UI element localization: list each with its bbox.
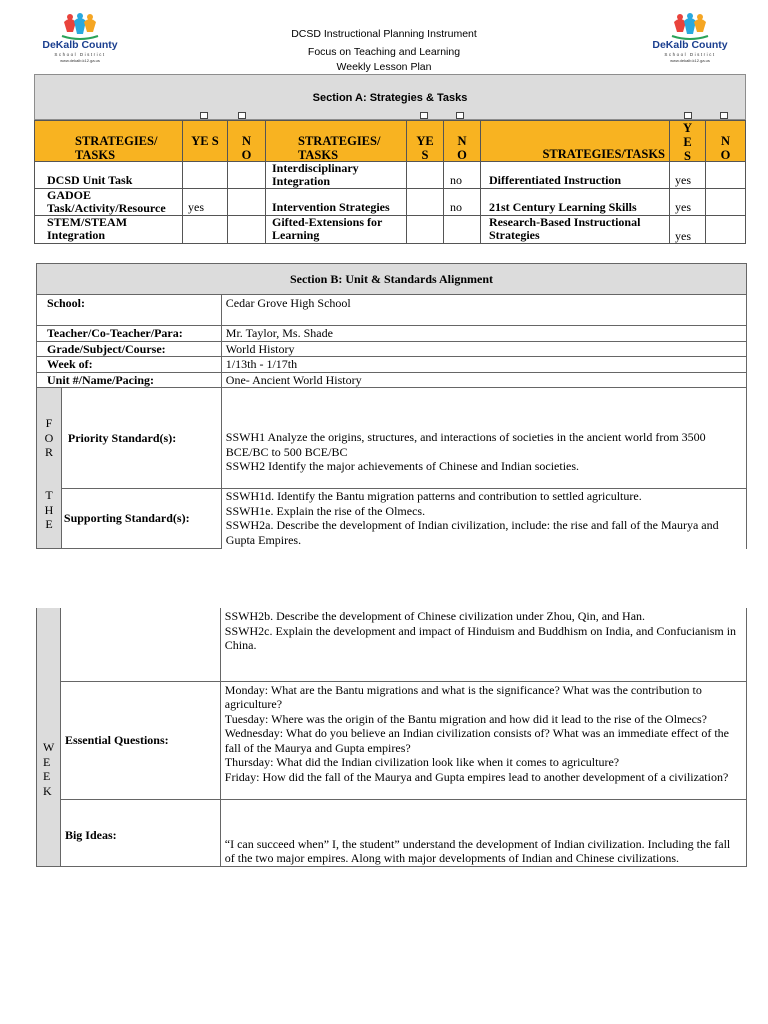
section-a-header	[34, 74, 746, 120]
supporting-standard-line: SSWH2b. Describe the development of Chinese civilization under Zhou, Qin, and Han.	[224, 609, 646, 623]
doc-title-line2: Focus on Teaching and Learning	[307, 46, 461, 58]
doc-title-line3: Weekly Lesson Plan	[336, 61, 432, 73]
yes-value: yes	[183, 189, 228, 216]
col-header-yes-3: Y E S	[670, 120, 706, 162]
logo-brand-text: DeKalb County	[652, 39, 728, 51]
logo-url-text: www.dekalb.k12.ga.us	[670, 58, 710, 63]
yes-checkbox-1[interactable]	[200, 112, 208, 119]
section-b-title: Section B: Unit & Standards Alignment	[37, 264, 747, 295]
district-logo-left	[40, 12, 120, 64]
week-label: Week of:	[37, 357, 222, 373]
section-b-table-continued	[36, 608, 747, 867]
no-value	[706, 216, 746, 244]
supporting-standard-line: SSWH1d. Identify the Bantu migration patterns and contribution to settled agriculture.	[225, 489, 642, 503]
strategy-21st-century: 21st Century Learning Skills	[481, 189, 670, 216]
strategy-gifted-extensions: Gifted-Extensions for Learning	[266, 216, 407, 244]
col-header-strategies-3: STRATEGIES/TASKS	[481, 120, 670, 162]
no-value	[228, 189, 266, 216]
essential-questions-label: Essential Questions:	[60, 681, 220, 799]
logo-sub-text: School District	[664, 52, 716, 57]
no-value: no	[444, 189, 481, 216]
supporting-continued-label-cell	[60, 608, 220, 681]
yes-checkbox-3[interactable]	[684, 112, 692, 119]
section-b-table	[36, 263, 747, 549]
school-label: School:	[37, 295, 222, 326]
strategy-research-based: Research-Based Instructional Strategies	[481, 216, 670, 244]
yes-checkbox-2[interactable]	[420, 112, 428, 119]
col-header-strategies-1: STRATEGIES/ TASKS	[34, 120, 183, 162]
big-ideas-label: Big Ideas:	[60, 799, 220, 866]
supporting-standard-value	[221, 489, 746, 549]
school-value: Cedar Grove High School	[221, 295, 746, 326]
logo-url-text: www.dekalb.k12.ga.us	[60, 58, 100, 63]
no-value	[706, 189, 746, 216]
logo-brand-text: DeKalb County	[42, 39, 118, 51]
figures-logo-icon	[40, 12, 120, 42]
side-label-column	[37, 388, 62, 549]
col-header-yes-2: YE S	[407, 120, 444, 162]
priority-standard-line: SSWH1 Analyze the origins, structures, and interactions of societies in the ancient world from 3500 BCE/BC to 500 BCE/BC	[225, 430, 706, 459]
col-header-no-1: N O	[228, 120, 266, 162]
course-value: World History	[221, 341, 746, 357]
unit-label: Unit #/Name/Pacing:	[37, 372, 222, 388]
week-value: 1/13th - 1/17th	[221, 357, 746, 373]
essential-questions-value	[220, 681, 746, 799]
priority-standard-label: Priority Standard(s):	[61, 388, 221, 489]
yes-value	[407, 216, 444, 244]
yes-value: yes	[670, 216, 706, 244]
no-value	[228, 162, 266, 189]
section-a-title: Section A: Strategies & Tasks	[312, 92, 468, 104]
strategy-stem-steam: STEM/STEAM Integration	[34, 216, 183, 244]
big-ideas-value: “I can succeed when” I, the student” understand the development of Indian civilization. Including the fall of the two major empires. Along with major developments of Indian and Chinese civilizations.	[220, 799, 746, 866]
strategy-gadoe-task: GADOE Task/Activity/Resource	[34, 189, 183, 216]
yes-value: yes	[670, 162, 706, 189]
supporting-standard-line: SSWH1e. Explain the rise of the Olmecs.	[225, 503, 426, 518]
course-label: Grade/Subject/Course:	[37, 341, 222, 357]
yes-value	[407, 189, 444, 216]
no-checkbox-1[interactable]	[238, 112, 246, 119]
col-header-yes-1: YE S	[183, 120, 228, 162]
side-label-the: T H E	[44, 488, 54, 531]
priority-standard-line: SSWH2 Identify the major achievements of Chinese and Indian societies.	[225, 459, 580, 473]
side-label-column	[37, 608, 61, 866]
no-value: no	[444, 162, 481, 189]
doc-title-line1: DCSD Instructional Planning Instrument	[291, 28, 477, 40]
strategy-intervention: Intervention Strategies	[266, 189, 407, 216]
priority-standard-value	[221, 388, 746, 489]
yes-value: yes	[670, 189, 706, 216]
no-value	[706, 162, 746, 189]
col-header-no-2: N O	[444, 120, 481, 162]
essential-question-line: Wednesday: What do you believe an Indian civilization consists of? What was an immediate effect of the fall of the Maurya and Gupta empires?	[224, 726, 729, 755]
no-value	[228, 216, 266, 244]
side-label-for: F O R	[44, 416, 54, 459]
no-checkbox-3[interactable]	[720, 112, 728, 119]
yes-value	[183, 162, 228, 189]
essential-question-line: Thursday: What did the Indian civilization look like when it comes to agriculture?	[224, 755, 620, 769]
district-logo-right	[650, 12, 730, 64]
strategy-interdisciplinary: Interdisciplinary Integration	[266, 162, 407, 189]
strategy-dcsd-unit-task: DCSD Unit Task	[34, 162, 183, 189]
teacher-value: Mr. Taylor, Ms. Shade	[221, 326, 746, 342]
supporting-standard-line: SSWH2c. Explain the development and impact of Hinduism and Buddhism on India, and Confucianism in China.	[224, 623, 737, 652]
supporting-standard-line: SSWH2a. Describe the development of Indian civilization, include: the rise and fall of the Maurya and Gupta Empires.	[225, 518, 719, 547]
essential-question-line: Monday: What are the Bantu migrations and what is the significance? What was the contribution to agriculture?	[224, 682, 702, 711]
supporting-standard-value-continued	[220, 608, 746, 681]
essential-question-line: Friday: How did the fall of the Maurya and Gupta empires lead to another development of a civilization?	[224, 769, 729, 784]
col-header-no-3: N O	[706, 120, 746, 162]
unit-value: One- Ancient World History	[221, 372, 746, 388]
side-label-week: W E E K	[43, 740, 55, 798]
strategy-differentiated: Differentiated Instruction	[481, 162, 670, 189]
yes-value	[183, 216, 228, 244]
no-checkbox-2[interactable]	[456, 112, 464, 119]
essential-question-line: Tuesday: Where was the origin of the Bantu migration and how did it lead to the rise of the Olmecs?	[224, 711, 708, 726]
yes-value	[407, 162, 444, 189]
supporting-standard-label: Supporting Standard(s):	[61, 489, 221, 549]
no-value	[444, 216, 481, 244]
col-header-strategies-2: STRATEGIES/ TASKS	[266, 120, 407, 162]
teacher-label: Teacher/Co-Teacher/Para:	[37, 326, 222, 342]
logo-sub-text: School District	[54, 52, 106, 57]
figures-logo-icon	[650, 12, 730, 42]
